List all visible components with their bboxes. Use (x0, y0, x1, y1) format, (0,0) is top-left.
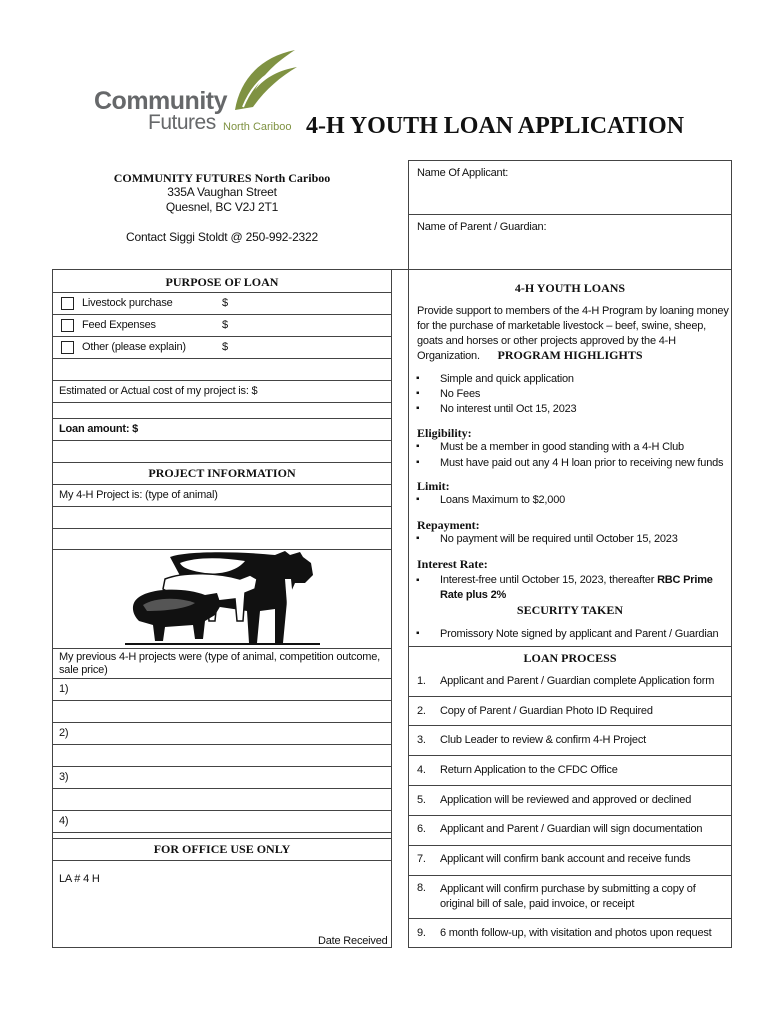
process-step-number: 4. (417, 764, 426, 776)
previous-row-3[interactable]: 3) (59, 771, 69, 783)
process-heading: LOAN PROCESS (523, 651, 617, 665)
interest-item (440, 573, 725, 603)
org-city: Quesnel, BC V2J 2T1 (165, 200, 279, 214)
repayment-heading: Repayment: (417, 518, 480, 532)
parent-name-field[interactable] (409, 236, 731, 269)
date-received-label: Date Received (318, 935, 388, 947)
previous-projects-label: My previous 4-H projects were (type of animal, competition outcome, sale price) (59, 651, 381, 676)
highlight-item: ▪ Simple and quick application (440, 373, 574, 385)
community-futures-logo (90, 45, 300, 140)
security-heading: SECURITY TAKEN (516, 603, 624, 617)
highlights-heading: PROGRAM HIGHLIGHTS (497, 348, 643, 362)
info-heading: 4-H YOUTH LOANS (514, 281, 626, 295)
feed-label: Feed Expenses (82, 319, 156, 331)
previous-row-1[interactable]: 1) (59, 683, 69, 695)
process-step-number: 3. (417, 734, 426, 746)
process-step-number: 9. (417, 927, 426, 939)
applicant-name-label: Name Of Applicant: (417, 167, 509, 179)
eligibility-heading: Eligibility: (417, 426, 472, 440)
leaf-icon (225, 45, 305, 115)
process-step-number: 1. (417, 675, 426, 687)
process-step-number: 2. (417, 705, 426, 717)
feed-checkbox[interactable] (61, 319, 74, 332)
project-heading: PROJECT INFORMATION (148, 466, 296, 480)
livestock-currency: $ (222, 297, 228, 309)
process-step-text: Applicant and Parent / Guardian complete Application form (440, 675, 715, 687)
logo-community: Community (94, 87, 227, 115)
la-number-label: LA # 4 H (59, 873, 100, 885)
office-heading: FOR OFFICE USE ONLY (153, 842, 291, 856)
livestock-label: Livestock purchase (82, 297, 173, 309)
process-step-text: Applicant and Parent / Guardian will sign documentation (440, 823, 703, 835)
process-step-number: 7. (417, 853, 426, 865)
loan-amount-label: Loan amount: $ (59, 423, 139, 435)
limit-heading: Limit: (417, 479, 450, 493)
parent-name-label: Name of Parent / Guardian: (417, 221, 547, 233)
process-step-text: Applicant will confirm bank account and receive funds (440, 853, 691, 865)
previous-row-4[interactable]: 4) (59, 815, 69, 827)
repayment-item: ▪ No payment will be required until October 15, 2023 (440, 533, 678, 545)
livestock-checkbox[interactable] (61, 297, 74, 310)
interest-text: Interest-free until October 15, 2023, thereafter (440, 574, 658, 586)
highlight-item: ▪ No Fees (440, 388, 480, 400)
process-step-text: Club Leader to review & confirm 4-H Project (440, 734, 646, 746)
process-step-number: 8. (417, 882, 426, 894)
logo-north-cariboo: North Cariboo (223, 121, 292, 133)
other-label: Other (please explain) (82, 341, 186, 353)
highlight-item: ▪ No interest until Oct 15, 2023 (440, 403, 576, 415)
interest-rate: RBC Prime Rate plus 2% (440, 574, 713, 601)
project-type-label: My 4-H Project is: (type of animal) (59, 489, 218, 501)
livestock-illustration (125, 549, 325, 649)
info-intro: Provide support to members of the 4-H Program by loaning money for the purchase of marketable livestock – beef, swine, sheep, goats and horses or other projects approved by the 4-H Organization. (417, 305, 729, 362)
process-step-text: 6 month follow-up, with visitation and photos upon request (440, 927, 712, 939)
logo-futures: Futures (148, 111, 216, 134)
org-name: COMMUNITY FUTURES North Cariboo (113, 171, 331, 185)
other-currency: $ (222, 341, 228, 353)
process-step-text: Return Application to the CFDC Office (440, 764, 618, 776)
purpose-heading: PURPOSE OF LOAN (165, 275, 279, 289)
page-title: 4-H YOUTH LOAN APPLICATION (306, 113, 685, 139)
eligibility-item: ▪ Must have paid out any 4 H loan prior to receiving new funds (440, 457, 723, 469)
process-step-number: 6. (417, 823, 426, 835)
process-step-number: 5. (417, 794, 426, 806)
applicant-name-field[interactable] (409, 181, 731, 213)
eligibility-item: ▪ Must be a member in good standing with a 4-H Club (440, 441, 684, 453)
interest-heading: Interest Rate: (417, 557, 488, 571)
limit-item: ▪ Loans Maximum to $2,000 (440, 494, 565, 506)
org-street: 335A Vaughan Street (167, 185, 277, 199)
other-checkbox[interactable] (61, 341, 74, 354)
process-step-text: Applicant will confirm purchase by submitting a copy of original bill of sale, paid invoice, or receipt (440, 883, 696, 910)
previous-row-2[interactable]: 2) (59, 727, 69, 739)
cost-label: Estimated or Actual cost of my project is: $ (59, 385, 258, 397)
org-contact: Contact Siggi Stoldt @ 250-992-2322 (126, 230, 318, 244)
feed-currency: $ (222, 319, 228, 331)
process-step-text: Copy of Parent / Guardian Photo ID Required (440, 705, 653, 717)
process-step-text: Application will be reviewed and approved or declined (440, 794, 692, 806)
security-item: ▪ Promissory Note signed by applicant and Parent / Guardian (440, 628, 718, 640)
